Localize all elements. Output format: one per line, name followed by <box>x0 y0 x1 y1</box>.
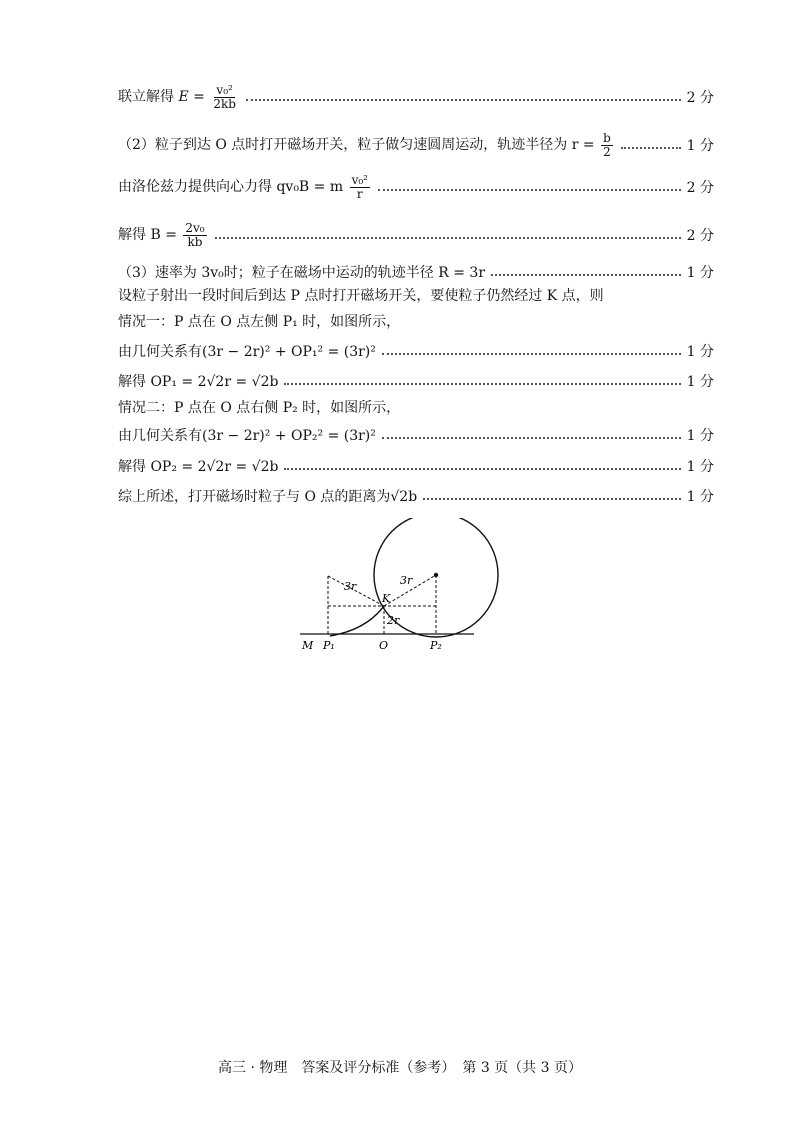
line-5-text: （3）速率为 3v₀时；粒子在磁场中运动的轨迹半径 R = 3r <box>118 265 486 281</box>
answer-line-5 <box>118 257 714 287</box>
fraction-2v0-over-kb: $\frac{\text{2v₀}}{kb}$ <box>185 220 205 249</box>
score-label: 2 分 <box>686 228 714 244</box>
score-label: 1 分 <box>686 374 714 390</box>
label-3r-left: 3r <box>344 580 357 593</box>
dot-leader <box>491 274 681 276</box>
line-1-var: E <box>178 89 189 105</box>
answer-line-8 <box>118 336 714 366</box>
line-3-text: 由洛伦兹力提供向心力得 qv₀B = m <box>118 179 348 195</box>
dot-leader <box>284 468 680 470</box>
dot-leader <box>621 147 681 149</box>
answer-line-2 <box>118 130 714 160</box>
line-8-text: 由几何关系有(3r − 2r)² + OP₁² = (3r)² <box>118 344 376 360</box>
line-13-text: 综上所述，打开磁场时粒子与 O 点的距离为√2b <box>118 489 418 505</box>
score-label: 1 分 <box>686 459 714 475</box>
answer-line-3 <box>118 172 714 202</box>
circle-center-dot <box>434 573 438 577</box>
answer-line-12 <box>118 451 714 481</box>
fraction-v0sq-over-r: $\frac{\text{v₀²}}{r}$ <box>351 172 368 201</box>
dot-leader <box>382 437 681 439</box>
fraction-v0sq-over-2kb: $\frac{\text{v₀²}}{2kb}$ <box>213 82 236 111</box>
answer-line-6: 设粒子射出一段时间后到达 P 点时打开磁场开关，要使粒子仍然经过 K 点，则 <box>118 288 604 304</box>
label-O: O <box>379 639 389 652</box>
score-label: 1 分 <box>686 489 714 505</box>
score-label: 2 分 <box>686 90 714 106</box>
line-2-text: （2）粒子到达 O 点时打开磁场开关，粒子做匀速圆周运动，轨迹半径为 r = <box>118 137 600 153</box>
dot-leader <box>378 189 681 191</box>
answer-line-11 <box>118 420 714 450</box>
line-1-prefix: 联立解得 <box>118 89 179 105</box>
label-3r-right: 3r <box>400 574 413 587</box>
label-P2: P₂ <box>430 639 442 652</box>
dot-leader <box>382 353 681 355</box>
score-label: 2 分 <box>686 180 714 196</box>
answer-line-7: 情况一：P 点在 O 点左侧 P₁ 时，如图所示， <box>118 314 401 330</box>
small-arc-trajectory <box>330 606 384 636</box>
label-K: K <box>382 592 391 605</box>
label-2r: 2r <box>387 614 400 627</box>
label-P1: P₁ <box>323 639 335 652</box>
dot-leader <box>284 383 680 385</box>
trajectory-diagram <box>296 518 516 658</box>
answer-line-13 <box>118 481 714 511</box>
fraction-b-over-2: $\frac{b}{2}$ <box>603 130 611 159</box>
score-label: 1 分 <box>686 428 714 444</box>
line-1-eq: = <box>188 89 210 105</box>
score-label: 1 分 <box>686 265 714 281</box>
answer-line-9 <box>118 366 714 396</box>
dot-leader <box>215 237 681 239</box>
line-9-text: 解得 OP₁ = 2√2r = √2b <box>118 374 279 390</box>
line-11-text: 由几何关系有(3r − 2r)² + OP₂² = (3r)² <box>118 428 376 444</box>
score-label: 1 分 <box>686 344 714 360</box>
answer-line-10: 情况二：P 点在 O 点右侧 P₂ 时，如图所示， <box>118 400 401 416</box>
answer-line-1 <box>118 82 714 112</box>
dot-leader <box>246 99 681 101</box>
dot-leader <box>423 498 680 500</box>
answer-line-4 <box>118 220 714 250</box>
line-12-text: 解得 OP₂ = 2√2r = √2b <box>118 459 279 475</box>
label-M: M <box>302 639 314 652</box>
line-4-text: 解得 B = <box>118 227 182 243</box>
page-footer: 高三 · 物理 答案及评分标准（参考） 第 3 页（共 3 页） <box>218 1060 582 1076</box>
score-label: 1 分 <box>686 138 714 154</box>
